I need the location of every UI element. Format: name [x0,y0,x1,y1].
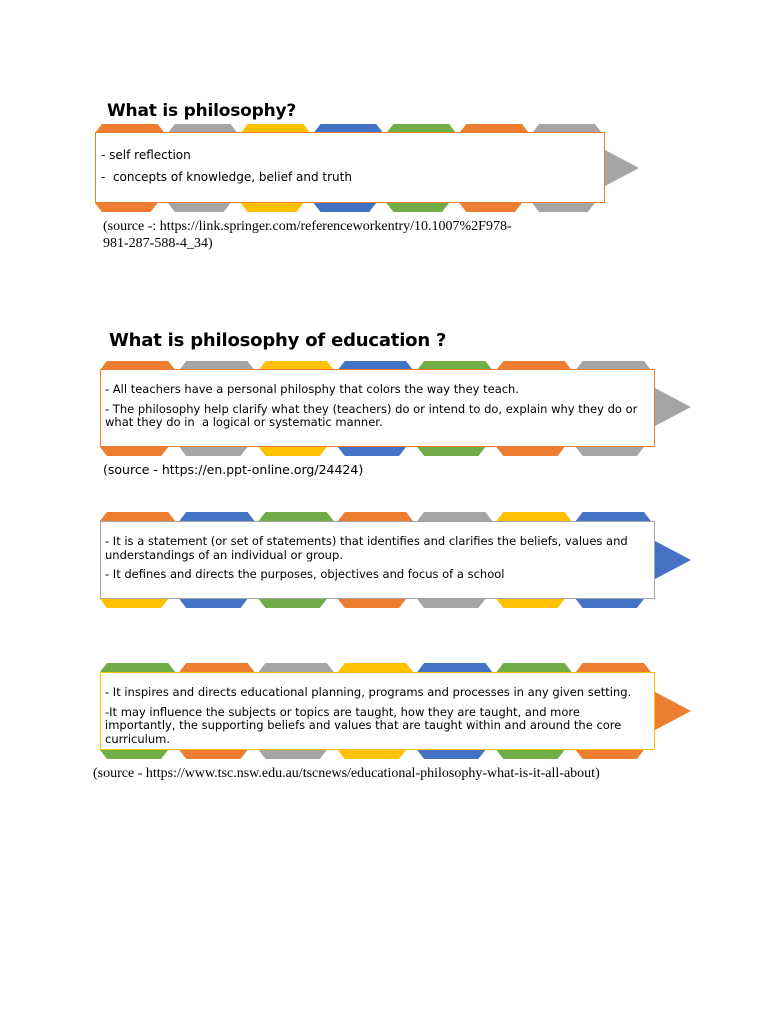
stripe-segment [179,663,254,672]
section2-arrow-icon [655,388,691,426]
stripe-segment [496,750,564,759]
stripe-segment [100,663,175,672]
section4-box [100,672,655,750]
stripe-segment [417,663,492,672]
stripe-segment [338,512,413,521]
stripe-segment [259,663,334,672]
section4-point-1: - It inspires and directs educational planning, programs and processes in any given setting. [105,685,632,699]
stripe-segment [100,512,175,521]
stripe-segment [459,203,522,212]
section3-stripe-bottom-graphic [100,599,655,608]
section4-stripe-top-graphic [100,663,655,672]
section4-stripe-bottom [100,750,655,759]
stripe-segment [496,512,571,521]
section1-box [95,132,605,203]
section3-stripe-bottom [100,599,655,608]
section4-point-2: -It may influence the subjects or topics are taught, how they are taught, and more importantly, the supporting beliefs and values that are taught within and around the core curriculum. [105,704,626,746]
section3-arrow-icon [655,541,691,579]
section1-title: What is philosophy? [107,101,297,121]
section2-point-2: - The philosophy help clarify what they (teachers) do or intend to do, explain why they do or what they do in a logical or systematic manner. [105,401,641,429]
stripe-segment [576,512,651,521]
section1-stripe-bottom-graphic [95,203,605,212]
stripe-segment [576,750,644,759]
section4-stripe-top [100,663,655,672]
stripe-segment [338,663,413,672]
section1-source-line1: (source -: https://link.springer.com/referenceworkentry/10.1007%2F978- [103,219,512,234]
stripe-segment [259,447,327,456]
section2-title: What is philosophy of education ? [109,330,447,351]
stripe-segment [179,599,247,608]
section3-stripe-top-graphic [100,512,655,521]
stripe-segment [338,447,406,456]
stripe-segment [576,447,644,456]
section2-source: (source - https://en.ppt-online.org/24424) [103,462,364,477]
section1-point-2: - concepts of knowledge, belief and truth [101,170,352,184]
stripe-segment [576,663,651,672]
stripe-segment [532,203,595,212]
stripe-segment [417,512,492,521]
section4-source: (source - https://www.tsc.nsw.edu.au/tscnews/educational-philosophy-what-is-it-all-about) [93,766,600,781]
section1-arrow-icon [605,150,639,186]
stripe-segment [417,750,485,759]
stripe-segment [95,203,158,212]
section1-source [103,218,512,252]
stripe-segment [496,447,564,456]
stripe-segment [576,599,644,608]
stripe-segment [100,599,168,608]
section1-point-1: - self reflection [101,148,191,162]
stripe-segment [179,750,247,759]
stripe-segment [179,447,247,456]
section3-point-1: - It is a statement (or set of statements) that identifies and clarifies the beliefs, values and understandings of an individual or group. [105,534,632,562]
stripe-segment [259,512,334,521]
stripe-segment [179,512,254,521]
section3-box [100,521,655,599]
stripe-segment [386,203,449,212]
section3-stripe-top [100,512,655,521]
section3-point-2: - It defines and directs the purposes, objectives and focus of a school [105,567,505,581]
section2-stripe-bottom-graphic [100,447,655,456]
section1-source-line2: 981-287-588-4_34) [103,236,213,251]
stripe-segment [417,447,485,456]
section2-stripe-bottom [100,447,655,456]
stripe-segment [241,203,304,212]
stripe-segment [259,599,327,608]
stripe-segment [496,599,564,608]
section2-box [100,369,655,447]
stripe-segment [417,599,485,608]
section1-stripe-bottom [95,203,605,212]
section4-stripe-bottom-graphic [100,750,655,759]
stripe-segment [496,663,571,672]
section2-point-1: - All teachers have a personal philosphy that colors the way they teach. [105,382,520,396]
stripe-segment [259,750,327,759]
stripe-segment [338,750,406,759]
section4-arrow-icon [655,692,691,730]
stripe-segment [338,599,406,608]
stripe-segment [100,750,168,759]
stripe-segment [314,203,377,212]
stripe-segment [100,447,168,456]
stripe-segment [168,203,231,212]
